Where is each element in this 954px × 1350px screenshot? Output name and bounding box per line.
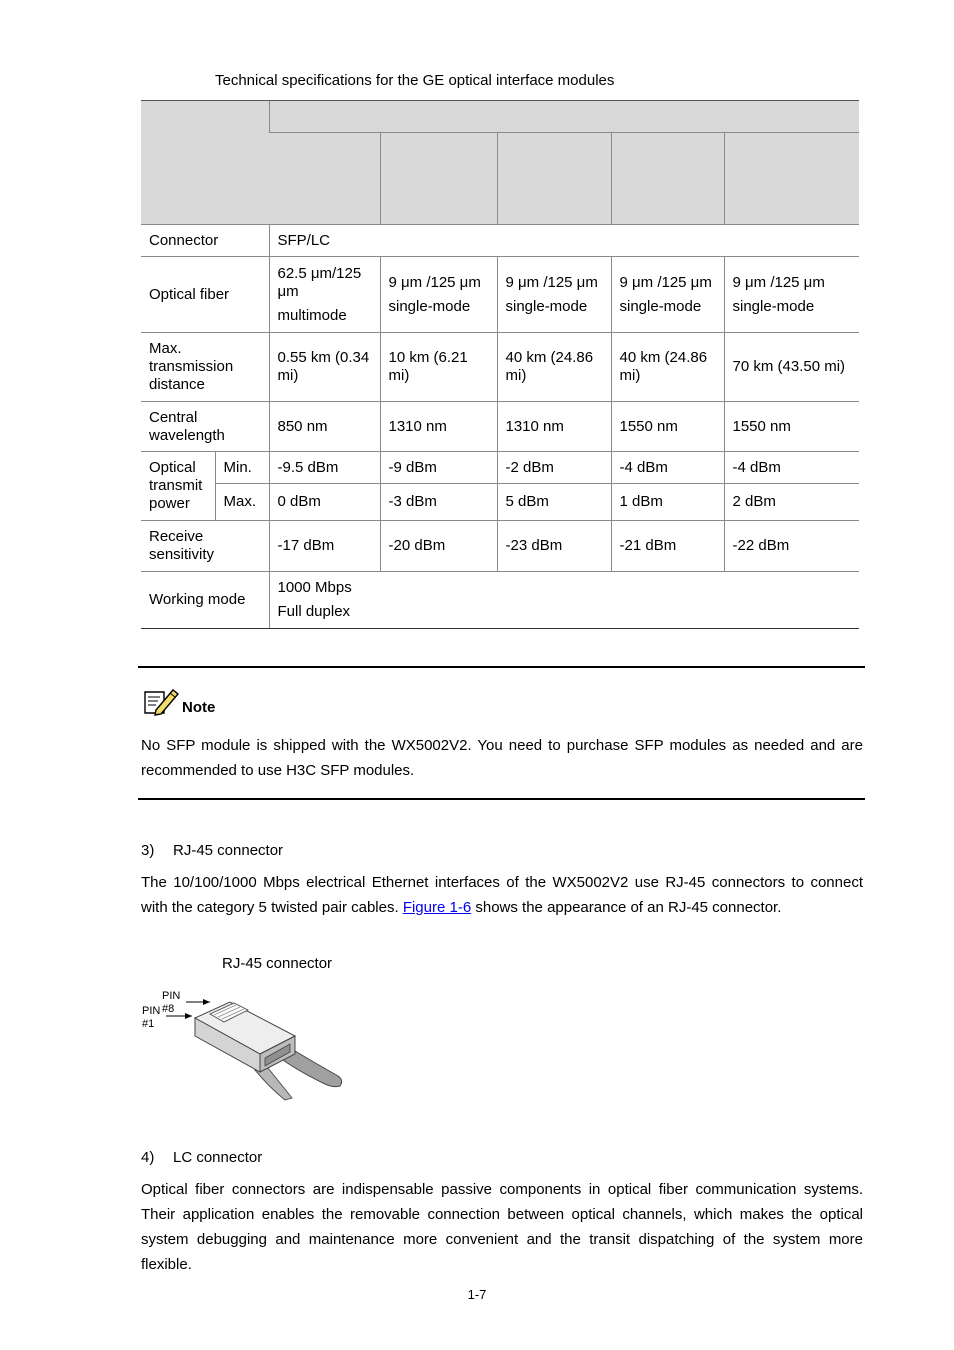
connector-value: SFP/LC [269,225,859,257]
fiber-mode: single-mode [388,297,471,315]
fiber-size: 62.5 μm/125 μm [277,264,362,300]
note-top-rule [138,666,865,668]
rj45-text-cont: shows the appearance of an RJ-45 connector. [475,899,782,916]
sensitivity-cell: -20 dBm [380,521,497,572]
row-transmit-power-max [141,484,859,521]
section-heading-rj45 [141,842,283,859]
section-title: LC connector [173,1149,263,1166]
row-transmit-power-min [141,452,859,484]
header-cell [269,133,380,225]
row-central-wavelength [141,402,859,452]
section-heading-lc [141,1149,262,1166]
power-max-cell: 0 dBm [269,484,380,521]
row-max-distance [141,333,859,402]
distance-cell: 40 km (24.86 mi) [497,333,611,402]
rj45-paragraph [141,870,863,920]
distance-cell: 10 km (6.21 mi) [380,333,497,402]
row-label: Working mode [141,572,269,629]
fiber-cell [380,257,497,333]
power-min-cell: -9.5 dBm [269,452,380,484]
power-min-cell: -2 dBm [497,452,611,484]
fiber-mode: multimode [277,306,347,324]
spec-table [141,100,859,629]
power-max-cell: 5 dBm [497,484,611,521]
max-label: Max. [215,484,269,521]
row-receive-sensitivity [141,521,859,572]
rj45-connector-figure [140,988,350,1107]
figure-link[interactable]: Figure 1-6 [402,899,472,916]
row-label: Optical transmit power [141,452,215,521]
working-mode-cell [269,572,859,629]
note-bottom-rule [138,798,865,800]
sensitivity-cell: -22 dBm [724,521,859,572]
wavelength-cell: 850 nm [269,402,380,452]
section-number: 4) [141,1149,155,1166]
fiber-cell [269,257,380,333]
wavelength-cell: 1310 nm [497,402,611,452]
distance-cell: 70 km (43.50 mi) [724,333,859,402]
table-header-row [141,101,859,133]
fiber-size: 9 μm /125 μm [732,273,825,291]
pin8-label: PIN #8 [162,990,181,1015]
row-connector [141,225,859,257]
header-cell [724,133,859,225]
header-cell [497,133,611,225]
sensitivity-cell: -23 dBm [497,521,611,572]
power-min-cell: -4 dBm [724,452,859,484]
header-corner-cell [141,101,269,225]
row-working-mode [141,572,859,629]
fiber-mode: single-mode [505,297,588,315]
row-optical-fiber [141,257,859,333]
fiber-cell [724,257,859,333]
row-label: Max. transmission distance [141,333,269,402]
sensitivity-cell: -21 dBm [611,521,724,572]
power-min-cell: -4 dBm [611,452,724,484]
rj45-text: The 10/100/1000 Mbps electrical Ethernet interfaces of the WX5002V2 use RJ-45 connectors to connect with the category 5 twisted pair cables. [141,874,863,916]
lc-paragraph: Optical fiber connectors are indispensable passive components in optical fiber communication systems. Their application enables the removable connection between optical channels, which makes the optical system debugging and maintenance more convenient and the transit dispatching of the system more flexible. [141,1181,863,1273]
row-label: Receive sensitivity [141,521,269,572]
pin1-label: PIN #1 [142,1005,161,1030]
distance-cell: 0.55 km (0.34 mi) [269,333,380,402]
wavelength-cell: 1310 nm [380,402,497,452]
note-pencil-icon [142,686,180,720]
working-mode-duplex: Full duplex [277,603,351,620]
min-label: Min. [215,452,269,484]
fiber-cell [497,257,611,333]
power-max-cell: 2 dBm [724,484,859,521]
note-text: No SFP module is shipped with the WX5002V2. You need to purchase SFP modules as needed and are recommended to use H3C SFP modules. [141,737,863,779]
figure-caption: RJ-45 connector [222,955,333,972]
fiber-size: 9 μm /125 μm [619,273,712,291]
sensitivity-cell: -17 dBm [269,521,380,572]
section-number: 3) [141,842,155,859]
power-max-cell: -3 dBm [380,484,497,521]
fiber-cell [611,257,724,333]
working-mode-speed: 1000 Mbps [277,579,352,596]
header-group-cell [269,101,859,133]
page-number: 1-7 [467,1287,487,1302]
fiber-mode: single-mode [619,297,702,315]
row-label: Connector [141,225,269,257]
header-cell [380,133,497,225]
note-title: Note [182,699,216,716]
section-title: RJ-45 connector [173,842,284,859]
row-label: Optical fiber [141,257,269,333]
table-caption: Technical specifications for the GE optical interface modules [215,72,615,89]
wavelength-cell: 1550 nm [724,402,859,452]
distance-cell: 40 km (24.86 mi) [611,333,724,402]
power-max-cell: 1 dBm [611,484,724,521]
fiber-size: 9 μm /125 μm [388,273,481,291]
fiber-mode: single-mode [732,297,815,315]
wavelength-cell: 1550 nm [611,402,724,452]
header-cell [611,133,724,225]
power-min-cell: -9 dBm [380,452,497,484]
row-label: Central wavelength [141,402,269,452]
fiber-size: 9 μm /125 μm [505,273,598,291]
